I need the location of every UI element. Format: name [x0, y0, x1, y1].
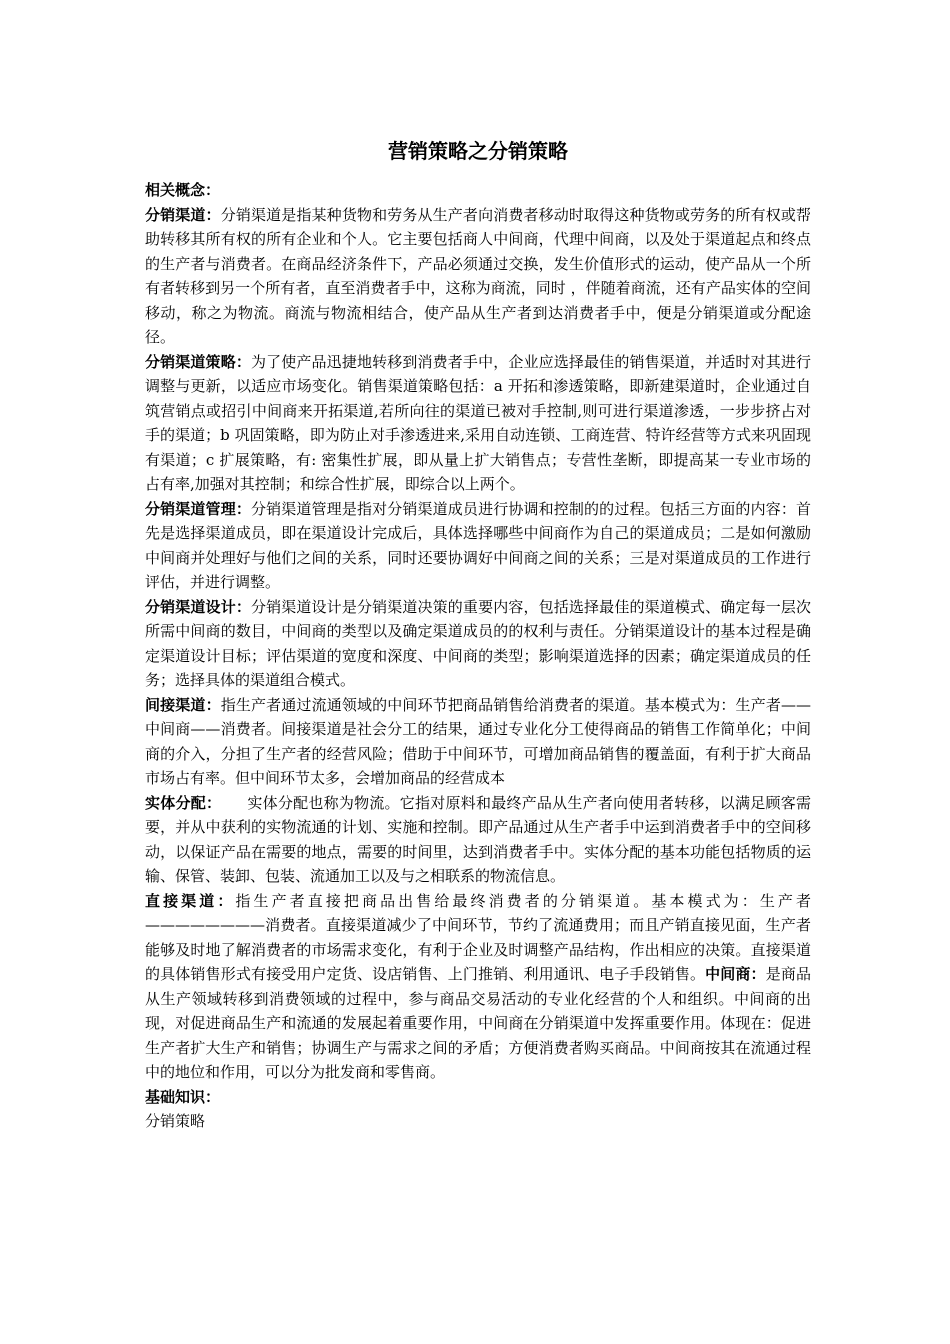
paragraph-physical-distribution	[145, 791, 811, 889]
paragraph-direct-channel	[145, 889, 811, 1085]
document-title: 营销策略之分销策略	[388, 139, 568, 163]
term-label: 分销渠道策略：	[145, 352, 251, 371]
paragraph-text: 分销渠道管理是指对分销渠道成员进行协调和控制的的过程。包括三方面的内容：首先是选择渠道成员，即在渠道设计完成后，具体选择哪些中间商作为自己的渠道成员；二是如何激励中间商并处理好与他们之间的关系，同时还要协调好中间商之间的关系；三是对渠道成员的工作进行评估，并进行调整。	[145, 499, 811, 591]
term-label: 间接渠道：	[145, 695, 221, 714]
term-label: 直接渠道：	[145, 891, 236, 910]
paragraph-text: 为了使产品迅捷地转移到消费者手中，企业应选择最佳的销售渠道，并适时对其进行调整与更新，以适应市场变化。销售渠道策略包括：a 开拓和渗透策略，即新建渠道时，企业通过自筑营销点或招引中间商来开拓渠道,若所向往的渠道已被对手控制,则可进行渠道渗透，一步步挤占对手的渠道；b 巩固策略，即为防止对手渗透进来,采用自动连锁、工商连营、特许经营等方式来巩固现有渠道；c 扩展策略，有: 密集性扩展，即从量上扩大销售点；专营性垄断，即提高某一专业市场的占有率,加强对其控制；和综合性扩展，即综合以上两个。	[145, 352, 811, 493]
paragraph-channel-design	[145, 595, 811, 693]
paragraph-text: 分销渠道是指某种货物和劳务从生产者向消费者移动时取得这种货物或劳务的所有权或帮助转移其所有权的所有企业和个人。它主要包括商人中间商，代理中间商，以及处于渠道起点和终点的生产者与消费者。在商品经济条件下，产品必须通过交换，发生价值形式的运动，使产品从一个所有者转移到另一个所有者，直至消费者手中，这称为商流，同时 ，伴随着商流，还有产品实体的空间移动，称之为物流。商流与物流相结合，使产品从生产者到达消费者手中，便是分销渠道或分配途径。	[145, 205, 811, 346]
section-heading-basics: 基础知识：	[145, 1087, 221, 1106]
term-label: 分销渠道管理：	[145, 499, 251, 518]
paragraph-text: 分销渠道设计是分销渠道决策的重要内容，包括选择最佳的渠道模式、确定每一层次所需中间商的数目，中间商的类型以及确定渠道成员的的权利与责任。分销渠道设计的基本过程是确定渠道设计目标；评估渠道的宽度和深度、中间商的类型；影响渠道选择的因素；确定渠道成员的任务；选择具体的渠道组合模式。	[145, 597, 811, 689]
paragraph-text: 指生产者直接把商品出售给最终消费者的分销渠道。基本模式为：生产者————————消费者。直接渠道减少了中间环节，节约了流通费用；而且产销直接见面，生产者能够及时地了解消费者的市场需求变化，有利于企业及时调整产品结构，作出相应的决策。直接渠道的具体销售形式有接受用户定货、设店销售、上门推销、利用通讯、电子手段销售。	[145, 891, 811, 983]
paragraph-indirect-channel	[145, 693, 811, 791]
section-heading-concepts: 相关概念：	[145, 181, 221, 199]
paragraph-text: 指生产者通过流通领域的中间环节把商品销售给消费者的渠道。基本模式为：生产者——中间商——消费者。间接渠道是社会分工的结果，通过专业化分工使得商品的销售工作简单化；中间商的介入，分担了生产者的经营风险；借助于中间环节，可增加商品销售的覆盖面，有利于扩大商品市场占有率。但中间环节太多，会增加商品的经营成本	[145, 695, 811, 787]
paragraph-channel-strategy	[145, 350, 811, 497]
paragraph-distribution-channel	[145, 203, 811, 350]
paragraph-text-intermediary: 是商品从生产领域转移到消费领域的过程中，参与商品交易活动的专业化经营的个人和组织。中间商的出现，对促进商品生产和流通的发展起着重要作用，中间商在分销渠道中发挥重要作用。体现在：促进生产者扩大生产和销售；协调生产与需求之间的矛盾；方便消费者购买商品。中间商按其在流通过程中的地位和作用，可以分为批发商和零售商。	[145, 965, 811, 1081]
term-label-intermediary: 中间商：	[705, 965, 766, 983]
last-line-text: 分销策略	[145, 1112, 206, 1130]
term-label: 分销渠道设计：	[145, 597, 251, 616]
term-label: 分销渠道：	[145, 205, 221, 224]
document-page	[145, 136, 811, 1134]
paragraph-channel-management	[145, 497, 811, 595]
term-label: 实体分配：	[145, 793, 222, 812]
paragraph-text: 实体分配也称为物流。它指对原料和最终产品从生产者向使用者转移，以满足顾客需要，并从中获利的实物流通的计划、实施和控制。即产品通过从生产者手中运到消费者手中的空间移动，以保证产品在需要的地点，需要的时间里，达到消费者手中。实体分配的基本功能包括物质的运输、保管、装卸、包装、流通加工以及与之相联系的物流信息。	[145, 793, 811, 885]
